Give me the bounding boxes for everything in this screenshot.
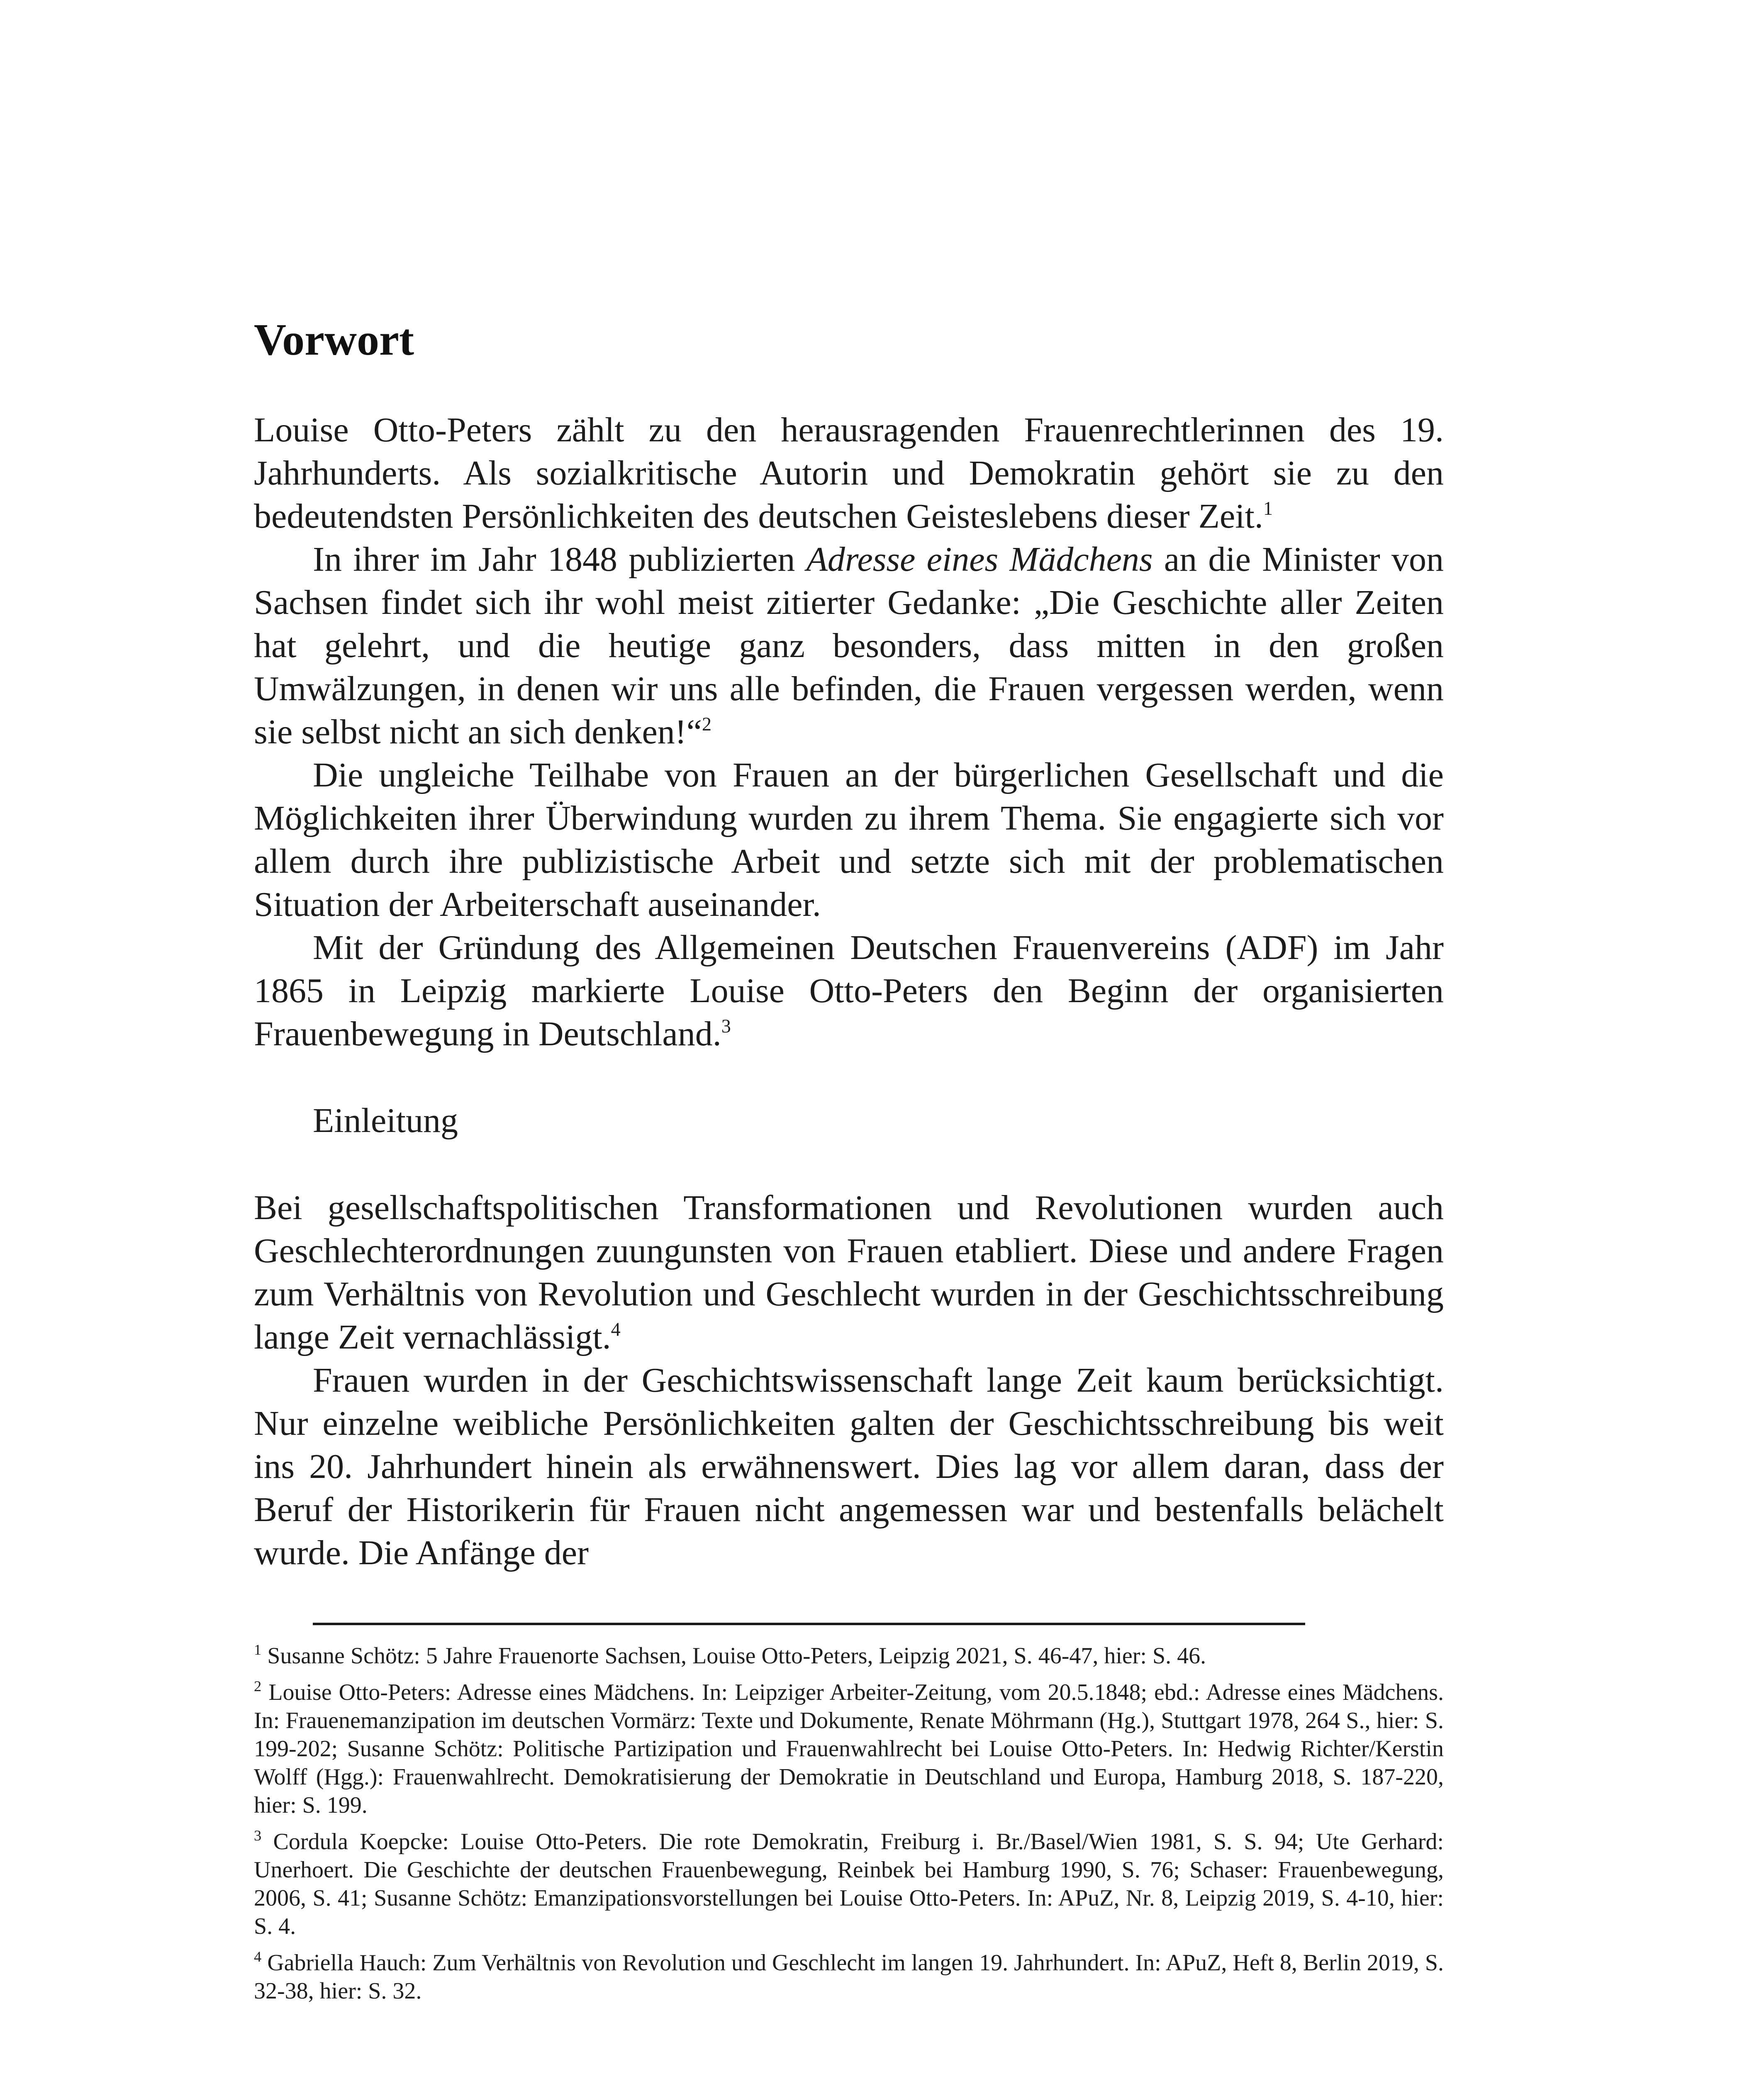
paragraph-text: Die ungleiche Teilhabe von Frauen an der bürgerlichen Gesellschaft und die Möglichkeiten ihrer Überwindung wurden zu ihrem Thema. Sie engagierte sich vor allem durch ihre publizistische Arbeit und setzte sich mit der problematischen Situation der Arbeiterschaft auseinander. [254, 756, 1444, 924]
vorwort-section [254, 409, 1444, 1056]
footnote-ref-2[interactable]: 2 [702, 713, 712, 735]
footnote-number: 4 [254, 1948, 262, 1965]
paragraph-text: Mit der Gründung des Allgemeinen Deutschen Frauenvereins (ADF) im Jahr 1865 in Leipzig markierte Louise Otto-Peters den Beginn der organisierten Frauenbewegung in Deutschland. [254, 928, 1444, 1053]
vorwort-paragraph-1 [254, 409, 1444, 538]
footnote-ref-3[interactable]: 3 [721, 1015, 731, 1037]
footnote-text: Cordula Koepcke: Louise Otto-Peters. Die rote Demokratin, Freiburg i. Br./Basel/Wien 1981, S. S. 94; Ute Gerhard: Unerhoert. Die Geschichte der deutschen Frauenbewegung, Reinbek bei Hamburg 1990, S. 76; Schaser: Frauenbewegung, 2006, S. 41; Susanne Schötz: Emanzipationsvorstellungen bei Louise Otto-Peters. In: APuZ, Nr. 8, Leipzig 2019, S. 4-10, hier: S. 4. [254, 1829, 1444, 1939]
einleitung-paragraph-2 [254, 1359, 1444, 1575]
section-subheading: Einleitung [313, 1101, 458, 1140]
footnote-1 [254, 1642, 1444, 1670]
footnote-ref-1[interactable]: 1 [1263, 497, 1273, 519]
footnote-ref-4[interactable]: 4 [611, 1318, 621, 1340]
footnote-text: Louise Otto-Peters: Adresse eines Mädchens. In: Leipziger Arbeiter-Zeitung, vom 20.5.1848; ebd.: Adresse eines Mädchens. In: Frauenemanzipation im deutschen Vormärz: Texte und Dokumente, Renate Möhrmann (Hg.), Stuttgart 1978, 264 S., hier: S. 199-202; Susanne Schötz: Politische Partizipation und Frauenwahlrecht bei Louise Otto-Peters. In: Hedwig Richter/Kerstin Wolff (Hgg.): Frauenwahlrecht. Demokratisierung der Demokratie in Deutschland und Europa, Hamburg 2018, S. 187-220, hier: S. 199. [254, 1680, 1444, 1818]
paragraph-text: Frauen wurden in der Geschichtswissenschaft lange Zeit kaum berücksichtigt. Nur einzelne weibliche Persönlichkeiten galten der Geschichtsschreibung bis weit ins 20. Jahrhundert hinein als erwähnenswert. Dies lag vor allem daran, dass der Beruf der Historikerin für Frauen nicht angemessen war und bestenfalls belächelt wurde. Die Anfänge der [254, 1361, 1444, 1572]
einleitung-paragraph-1 [254, 1186, 1444, 1359]
footnote-number: 2 [254, 1677, 262, 1694]
footnote-number: 1 [254, 1641, 262, 1658]
footnote-4 [254, 1949, 1444, 2005]
footnote-divider [313, 1623, 1305, 1625]
footnote-3 [254, 1828, 1444, 1940]
paragraph-text: Bei gesellschaftspolitischen Transformationen und Revolutionen wurden auch Geschlechterordnungen zuungunsten von Frauen etabliert. Diese und andere Fragen zum Verhältnis von Revolution und Geschlecht wurden in der Geschichtsschreibung lange Zeit vernachlässigt. [254, 1188, 1444, 1356]
paragraph-text: In ihrer im Jahr 1848 publizierten [313, 540, 806, 579]
footnotes-section [254, 1642, 1444, 2013]
work-title: Adresse eines Mädchens [806, 540, 1153, 579]
vorwort-paragraph-2 [254, 538, 1444, 754]
einleitung-section [254, 1186, 1444, 1575]
vorwort-paragraph-4 [254, 926, 1444, 1056]
footnote-text: Susanne Schötz: 5 Jahre Frauenorte Sachsen, Louise Otto-Peters, Leipzig 2021, S. 46-47, hier: S. 46. [267, 1643, 1206, 1669]
footnote-number: 3 [254, 1827, 262, 1844]
footnote-2 [254, 1678, 1444, 1819]
page-heading: Vorwort [254, 315, 414, 365]
vorwort-paragraph-3 [254, 754, 1444, 926]
footnote-text: Gabriella Hauch: Zum Verhältnis von Revolution und Geschlecht im langen 19. Jahrhundert. In: APuZ, Heft 8, Berlin 2019, S. 32-38, hier: S. 32. [254, 1950, 1444, 2004]
paragraph-text: Louise Otto-Peters zählt zu den herausragenden Frauenrechtlerinnen des 19. Jahrhunderts. Als sozialkritische Autorin und Demokratin gehört sie zu den bedeutendsten Persönlichkeiten des deutschen Geisteslebens dieser Zeit. [254, 411, 1444, 536]
paragraph-text: an die Minister von Sachsen findet sich ihr wohl meist zitierter Gedanke: „Die Geschichte aller Zeiten hat gelehrt, und die heutige ganz besonders, dass mitten in den großen Umwälzungen, in denen wir uns alle befinden, die Frauen vergessen werden, wenn sie selbst nicht an sich denken!“ [254, 540, 1444, 751]
